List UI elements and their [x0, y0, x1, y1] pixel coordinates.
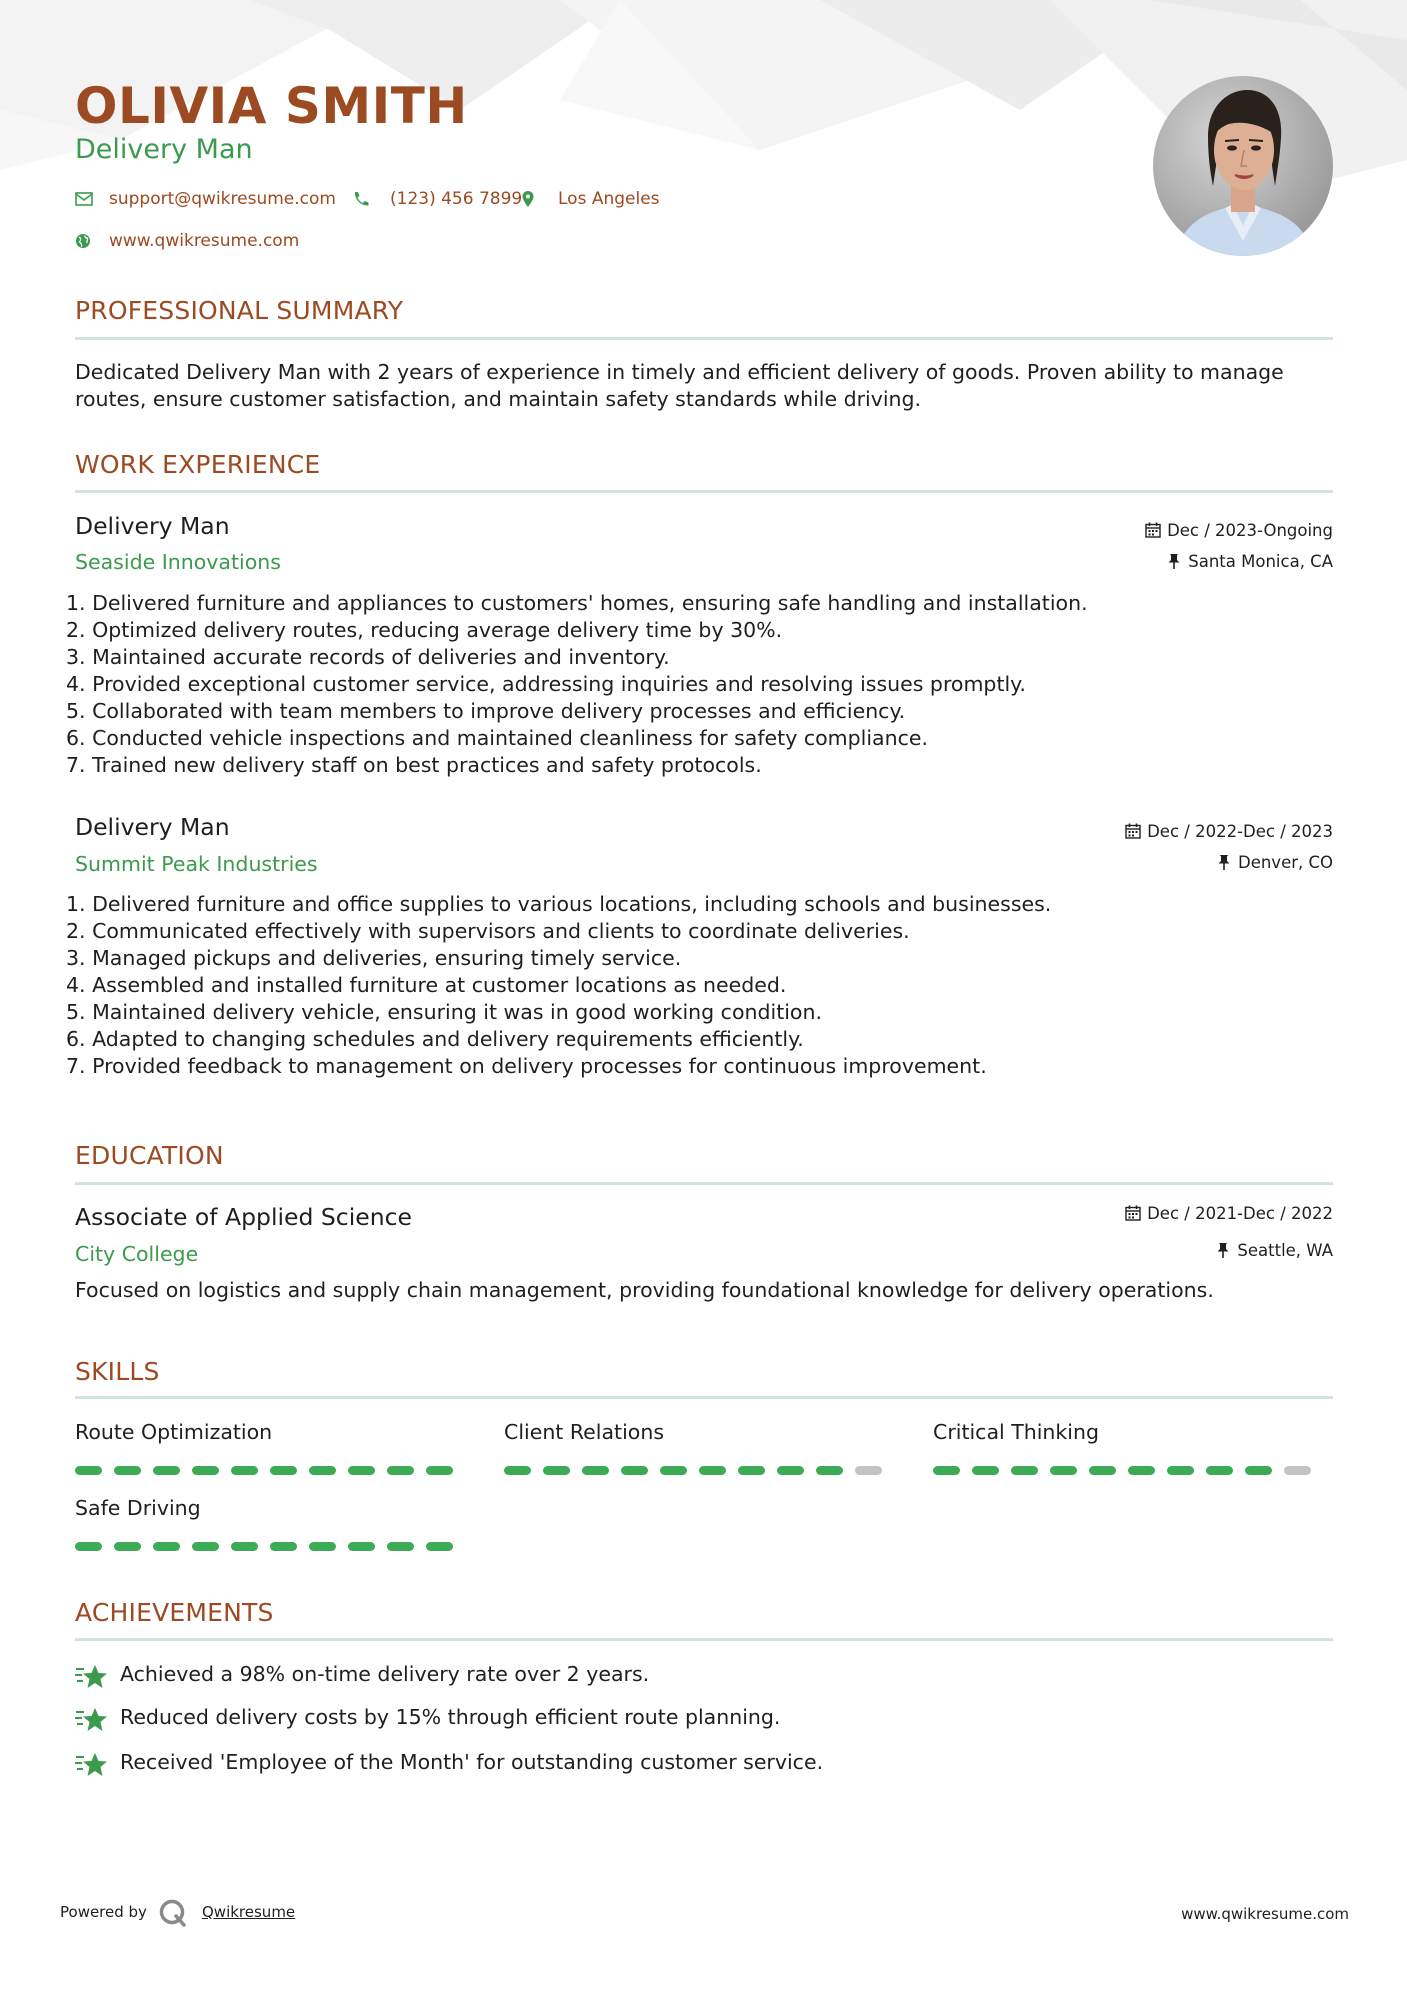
phone-icon: [352, 191, 370, 207]
education-section-title: EDUCATION: [75, 1141, 224, 1170]
skills-section-title: SKILLS: [75, 1357, 160, 1386]
globe-icon: [75, 233, 93, 249]
summary-line: routes, ensure customer satisfaction, and maintain safety standards while driving.: [75, 387, 922, 411]
skill-item: [504, 1419, 884, 1445]
education-degree: Associate of Applied Science: [75, 1203, 412, 1231]
job-dates-text: Dec / 2023-Ongoing: [1167, 521, 1333, 540]
skill-dash-empty: [1284, 1466, 1311, 1475]
list-item: 1. Delivered furniture and appliances to customers' homes, ensuring safe handling and installation.: [66, 591, 1088, 615]
education-description: Focused on logistics and supply chain management, providing foundational knowledge for delivery operations.: [75, 1278, 1214, 1302]
skill-dash-filled: [387, 1466, 414, 1475]
list-item: 5. Maintained delivery vehicle, ensuring it was in good working condition.: [66, 1000, 822, 1024]
skill-dash-filled: [114, 1466, 141, 1475]
skill-item: [75, 1495, 455, 1521]
skill-dash-filled: [582, 1466, 609, 1475]
list-item: 4. Provided exceptional customer service, addressing inquiries and resolving issues promptly.: [66, 672, 1026, 696]
skill-dash-filled: [426, 1542, 453, 1551]
experience-section-title: WORK EXPERIENCE: [75, 450, 321, 479]
pushpin-icon: [1216, 854, 1232, 870]
skill-dash-filled: [270, 1542, 297, 1551]
skill-rating: [933, 1466, 1323, 1476]
job-location-text: Denver, CO: [1237, 853, 1333, 872]
email-text: support@qwikresume.com: [109, 189, 336, 209]
list-item: 5. Collaborated with team members to improve delivery processes and efficiency.: [66, 699, 906, 723]
list-item: 3. Managed pickups and deliveries, ensuring timely service.: [66, 946, 682, 970]
qwikresume-link[interactable]: Qwikresume: [202, 1903, 296, 1921]
skill-dash-filled: [1011, 1466, 1038, 1475]
skill-dash-filled: [504, 1466, 531, 1475]
profile-photo: [1153, 76, 1333, 256]
calendar-icon: [1125, 823, 1141, 839]
list-item: 1. Delivered furniture and office supplies to various locations, including schools and businesses.: [66, 892, 1052, 916]
calendar-icon: [1125, 1205, 1141, 1221]
skill-dash-filled: [933, 1466, 960, 1475]
list-item: 7. Trained new delivery staff on best practices and safety protocols.: [66, 753, 762, 777]
skill-dash-filled: [75, 1542, 102, 1551]
skill-dash-filled: [660, 1466, 687, 1475]
achievement-text: Reduced delivery costs by 15% through efficient route planning.: [120, 1705, 781, 1729]
summary-line: Dedicated Delivery Man with 2 years of experience in timely and efficient delivery of goods. Proven ability to manage: [75, 360, 1284, 384]
map-marker-icon: [522, 191, 540, 207]
location-text: Los Angeles: [558, 189, 660, 209]
skill-dash-filled: [348, 1542, 375, 1551]
summary-divider: [75, 337, 1333, 340]
skill-dash-filled: [777, 1466, 804, 1475]
job-dates: [1145, 520, 1333, 542]
pushpin-icon: [1215, 1242, 1231, 1258]
skill-dash-filled: [231, 1542, 258, 1551]
skill-item: [75, 1419, 455, 1445]
website-text: www.qwikresume.com: [109, 231, 300, 251]
skills-divider: [75, 1396, 1333, 1399]
skill-dash-filled: [75, 1466, 102, 1475]
skill-dash-filled: [699, 1466, 726, 1475]
achievements-section-title: ACHIEVEMENTS: [75, 1598, 274, 1627]
skill-name: Client Relations: [504, 1420, 665, 1444]
powered-by-label: Powered by: [60, 1903, 147, 1921]
skill-dash-filled: [1245, 1466, 1272, 1475]
skill-dash-filled: [972, 1466, 999, 1475]
achievement-text: Achieved a 98% on-time delivery rate over 2 years.: [120, 1662, 650, 1686]
skill-name: Safe Driving: [75, 1496, 201, 1520]
skill-dash-filled: [621, 1466, 648, 1475]
qwikresume-logo-icon: [158, 1898, 188, 1928]
achievement-text: Received 'Employee of the Month' for outstanding customer service.: [120, 1750, 824, 1774]
summary-section-title: PROFESSIONAL SUMMARY: [75, 296, 404, 325]
job-title: Delivery Man: [75, 512, 230, 540]
job-responsibilities: [66, 590, 1088, 779]
candidate-name: OLIVIA SMITH: [75, 77, 468, 135]
list-item: 6. Adapted to changing schedules and delivery requirements efficiently.: [66, 1027, 804, 1051]
skill-dash-filled: [309, 1542, 336, 1551]
skill-dash-filled: [1089, 1466, 1116, 1475]
envelope-icon: [75, 191, 93, 207]
list-item: 3. Maintained accurate records of deliveries and inventory.: [66, 645, 670, 669]
job-location-text: Santa Monica, CA: [1188, 552, 1333, 571]
list-item: 7. Provided feedback to management on delivery processes for continuous improvement.: [66, 1054, 987, 1078]
contact-phone[interactable]: [352, 188, 523, 210]
list-item: 2. Communicated effectively with supervisors and clients to coordinate deliveries.: [66, 919, 910, 943]
skill-dash-filled: [1050, 1466, 1077, 1475]
education-dates-text: Dec / 2021-Dec / 2022: [1147, 1204, 1333, 1223]
skill-rating: [75, 1542, 465, 1552]
list-item: 2. Optimized delivery routes, reducing average delivery time by 30%.: [66, 618, 783, 642]
job-dates-text: Dec / 2022-Dec / 2023: [1147, 822, 1333, 841]
job-title: Delivery Man: [75, 813, 230, 841]
skill-dash-filled: [1206, 1466, 1233, 1475]
contact-website[interactable]: [75, 230, 335, 252]
contact-email[interactable]: [75, 188, 355, 210]
skill-dash-filled: [153, 1466, 180, 1475]
skill-rating: [75, 1466, 465, 1476]
list-item: 4. Assembled and installed furniture at customer locations as needed.: [66, 973, 787, 997]
skill-item: [933, 1419, 1313, 1445]
star-icon: [75, 1662, 109, 1692]
education-dates: [1125, 1203, 1333, 1225]
skill-dash-filled: [231, 1466, 258, 1475]
skill-dash-filled: [1128, 1466, 1155, 1475]
candidate-role: Delivery Man: [75, 134, 253, 165]
experience-divider: [75, 490, 1333, 493]
skill-dash-filled: [816, 1466, 843, 1475]
skill-dash-filled: [426, 1466, 453, 1475]
education-location: [1215, 1240, 1333, 1262]
star-icon: [75, 1750, 109, 1780]
skill-name: Route Optimization: [75, 1420, 273, 1444]
job-company: Seaside Innovations: [75, 550, 281, 574]
summary-text: [75, 359, 1335, 413]
job-location: [1166, 551, 1333, 573]
skill-dash-filled: [738, 1466, 765, 1475]
list-item: 6. Conducted vehicle inspections and maintained cleanliness for safety compliance.: [66, 726, 928, 750]
skill-dash-filled: [270, 1466, 297, 1475]
skill-name: Critical Thinking: [933, 1420, 1099, 1444]
job-dates: [1125, 821, 1333, 843]
calendar-icon: [1145, 522, 1161, 538]
job-location: [1216, 852, 1333, 874]
education-divider: [75, 1182, 1333, 1185]
skill-dash-filled: [348, 1466, 375, 1475]
pushpin-icon: [1166, 553, 1182, 569]
job-responsibilities: [66, 891, 1051, 1080]
skill-rating: [504, 1466, 894, 1476]
skill-dash-filled: [387, 1542, 414, 1551]
phone-text: (123) 456 7899: [390, 189, 523, 209]
footer-powered-by: [60, 1900, 296, 1924]
skill-dash-empty: [855, 1466, 882, 1475]
skill-dash-filled: [192, 1466, 219, 1475]
skill-dash-filled: [543, 1466, 570, 1475]
skill-dash-filled: [1167, 1466, 1194, 1475]
skill-dash-filled: [192, 1542, 219, 1551]
education-location-text: Seattle, WA: [1237, 1241, 1333, 1260]
education-school: City College: [75, 1242, 199, 1266]
star-icon: [75, 1705, 109, 1735]
footer-website[interactable]: www.qwikresume.com: [1181, 1905, 1349, 1923]
skill-dash-filled: [153, 1542, 180, 1551]
achievements-divider: [75, 1638, 1333, 1641]
skill-dash-filled: [309, 1466, 336, 1475]
skill-dash-filled: [114, 1542, 141, 1551]
job-company: Summit Peak Industries: [75, 852, 318, 876]
contact-location: [522, 188, 662, 210]
